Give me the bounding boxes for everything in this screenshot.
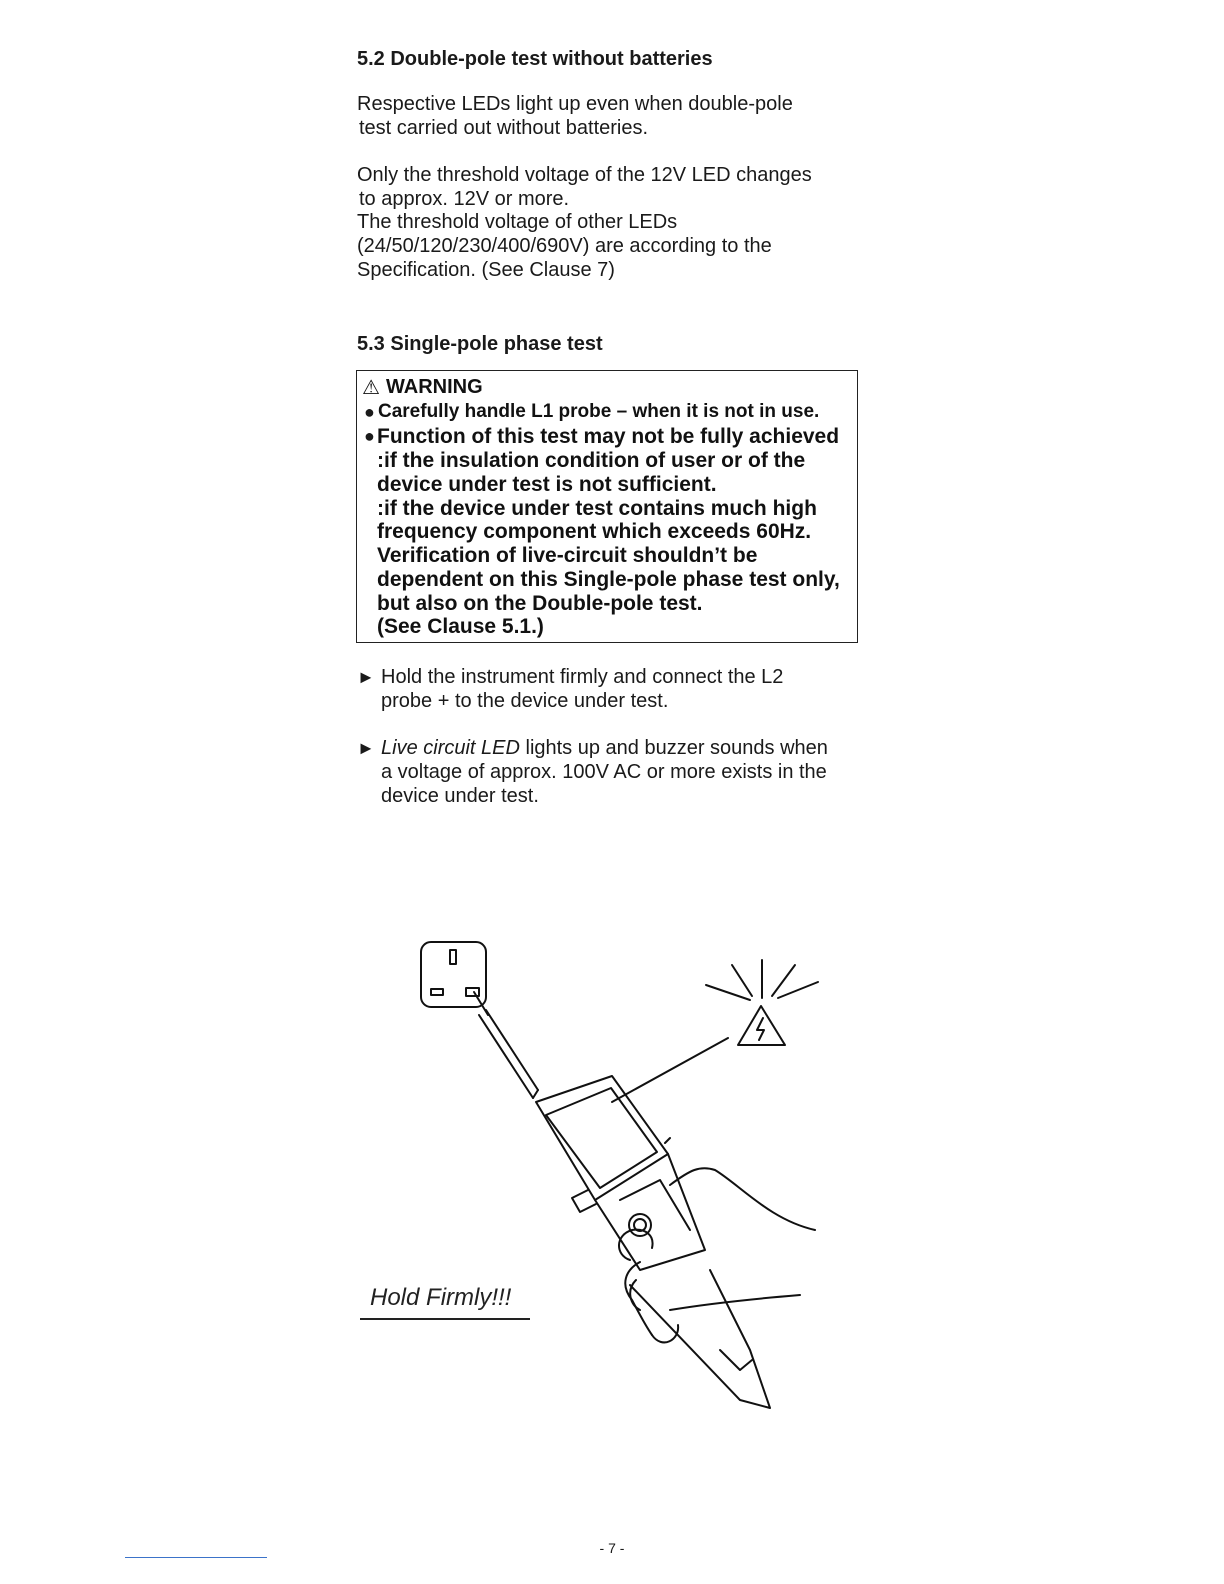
section-5-2-para1-line2: test carried out without batteries. <box>359 117 649 139</box>
hold-firmly-caption: Hold Firmly!!! <box>370 1284 512 1311</box>
section-5-2-heading: 5.2 Double-pole test without batteries <box>357 48 713 70</box>
warning-triangle-icon: ⚠ <box>362 377 380 399</box>
caption-underline <box>360 1318 530 1320</box>
bullet-icon: ● <box>364 426 375 446</box>
warning-bullet-2-line: device under test is not sufficient. <box>377 473 717 496</box>
step-1-line2: probe + to the device under test. <box>381 690 669 712</box>
probe-tip <box>474 992 538 1098</box>
footer-rule <box>125 1557 267 1558</box>
leader-line <box>612 1038 728 1102</box>
section-5-2-para2-line4: (24/50/120/230/400/690V) are according to the <box>357 235 772 257</box>
warning-bullet-2-line: but also on the Double-pole test. <box>377 592 703 615</box>
warning-bullet-2-line: Verification of live-circuit shouldn’t be <box>377 544 758 567</box>
warning-bullet-2-line: :if the device under test contains much high <box>377 497 817 520</box>
section-5-2-para2-line1: Only the threshold voltage of the 12V LED changes <box>357 164 812 186</box>
step-2-line1-rest: lights up and buzzer sounds when <box>519 737 828 759</box>
step-2-line3: device under test. <box>381 785 539 807</box>
warning-bullet-2-line: (See Clause 5.1.) <box>377 615 544 638</box>
section-5-2-para2-line2: to approx. 12V or more. <box>359 188 570 210</box>
arrow-right-icon: ► <box>357 738 375 758</box>
section-5-2-para2-line3: The threshold voltage of other LEDs <box>357 211 678 233</box>
hand-icon <box>619 1168 815 1342</box>
step-1-line1: Hold the instrument firmly and connect the L2 <box>381 666 784 688</box>
section-5-3-heading: 5.3 Single-pole phase test <box>357 333 603 355</box>
bullet-icon: ● <box>364 402 375 422</box>
warning-bullet-2-line: :if the insulation condition of user or of the <box>377 449 806 472</box>
warning-bullet-1: Carefully handle L1 probe – when it is not in use. <box>378 401 820 422</box>
page-number: - 7 - <box>599 1540 625 1556</box>
warning-bullet-2-line: dependent on this Single-pole phase test only, <box>377 568 840 591</box>
step-2-line1 <box>381 736 861 760</box>
warning-bullet-2-line: frequency component which exceeds 60Hz. <box>377 520 812 543</box>
flash-lines-icon <box>706 960 818 1000</box>
voltage-tester-illustration <box>340 930 840 1430</box>
arrow-right-icon: ► <box>357 667 375 687</box>
warning-title: WARNING <box>386 376 483 398</box>
live-circuit-led-term: Live circuit LED <box>381 737 520 759</box>
section-5-2-para1-line1: Respective LEDs light up even when double-pole <box>357 93 793 115</box>
warning-bullet-2-line: Function of this test may not be fully achieved <box>377 425 840 448</box>
step-2-line2: a voltage of approx. 100V AC or more exists in the <box>381 761 827 783</box>
lightning-warning-icon <box>738 1006 785 1045</box>
section-5-2-para2-line5: Specification. (See Clause 7) <box>357 259 615 281</box>
